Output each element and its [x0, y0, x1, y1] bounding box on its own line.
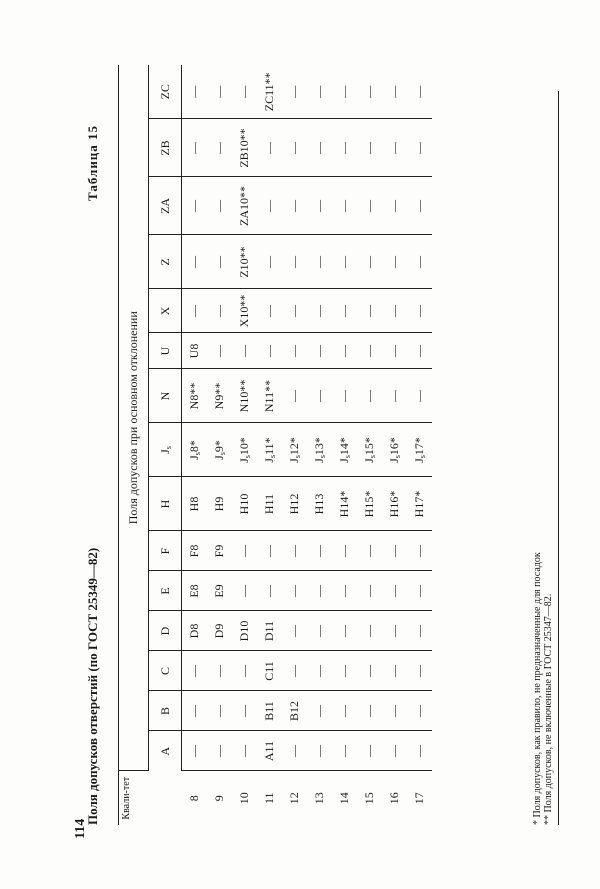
kvalitet-cell: 10 [236, 792, 251, 805]
table-cell: C11 [257, 651, 282, 691]
table-cell: ZC11** [257, 65, 282, 119]
table-cell: — [407, 611, 432, 651]
kvalitet-cell: 9 [211, 795, 226, 802]
table-cell: B11 [257, 691, 282, 731]
table-cell: H17* [407, 477, 432, 531]
table-cell: — [282, 177, 307, 235]
column-header: E [149, 571, 182, 611]
table-cell: — [407, 571, 432, 611]
kvalitet-cell: 14 [336, 792, 351, 805]
table-cell: — [232, 651, 257, 691]
table-cell: — [332, 289, 357, 333]
column-header: N [149, 369, 182, 423]
table-cell: — [307, 289, 332, 333]
table-cell: — [232, 531, 257, 571]
table-cell: H16* [382, 477, 407, 531]
table-cell: — [257, 289, 282, 333]
kvalitet-header: Квали-тет [121, 776, 132, 820]
table-cell: $J_s9*$ [207, 423, 232, 477]
table-cell: — [207, 333, 232, 369]
table-cell: — [332, 235, 357, 289]
table-cell: D9 [207, 611, 232, 651]
table-cell: — [307, 119, 332, 177]
table-cell: — [332, 531, 357, 571]
column-header: Z [149, 235, 182, 289]
column-header: C [149, 651, 182, 691]
table-cell: N9** [207, 369, 232, 423]
table-cell: — [282, 119, 307, 177]
table-title: Поля допусков отверстий (по ГОСТ 25349—82) [85, 547, 100, 825]
table-cell: — [332, 65, 357, 119]
table-cell: — [282, 571, 307, 611]
table-cell: — [382, 571, 407, 611]
table-row [207, 65, 232, 825]
table-cell: — [182, 119, 207, 177]
table-cell: — [282, 289, 307, 333]
table-cell: — [182, 691, 207, 731]
table-cell: — [382, 731, 407, 771]
table-row [407, 65, 432, 825]
table-cell: $J_s12*$ [282, 423, 307, 477]
table-cell: $J_s13*$ [307, 423, 332, 477]
bottom-rule [558, 91, 559, 825]
table-cell: — [182, 651, 207, 691]
table-cell: ZB10** [232, 119, 257, 177]
table-cell: — [282, 611, 307, 651]
column-header: $J_s$ [149, 423, 182, 477]
table-cell: — [357, 235, 382, 289]
table-cell: — [332, 369, 357, 423]
table-cell: — [307, 691, 332, 731]
group-header: Поля допусков при основном отклонении [119, 65, 149, 771]
table-cell: — [207, 65, 232, 119]
table-cell: E8 [182, 571, 207, 611]
table-cell: $J_s8*$ [182, 423, 207, 477]
table-cell: — [332, 177, 357, 235]
table-cell: — [182, 235, 207, 289]
table-cell: H12 [282, 477, 307, 531]
table-cell: E9 [207, 571, 232, 611]
table-cell: — [407, 177, 432, 235]
table-cell: — [357, 691, 382, 731]
table-cell: — [357, 651, 382, 691]
table-cell: — [332, 333, 357, 369]
table-cell: — [307, 65, 332, 119]
table-cell: — [282, 731, 307, 771]
table-cell: — [407, 333, 432, 369]
table-cell: — [407, 235, 432, 289]
table-cell: — [407, 731, 432, 771]
table-cell: — [407, 691, 432, 731]
table-cell: — [407, 289, 432, 333]
table-cell: — [407, 651, 432, 691]
table-cell: — [357, 571, 382, 611]
table-cell: D8 [182, 611, 207, 651]
kvalitet-cell: 15 [361, 792, 376, 805]
table-cell: — [407, 369, 432, 423]
table-cell: A11 [257, 731, 282, 771]
table-cell: $J_s15*$ [357, 423, 382, 477]
table-cell: — [357, 119, 382, 177]
table-cell: H13 [307, 477, 332, 531]
table-cell: — [282, 531, 307, 571]
table-cell: D10 [232, 611, 257, 651]
table-cell: — [382, 65, 407, 119]
column-header: A [149, 731, 182, 771]
column-header: F [149, 531, 182, 571]
kvalitet-cell: 12 [286, 792, 301, 805]
table-cell: — [182, 177, 207, 235]
kvalitet-cell: 8 [186, 795, 201, 802]
table-cell: H8 [182, 477, 207, 531]
table-cell: — [207, 731, 232, 771]
table-cell: U8 [182, 333, 207, 369]
table-cell: — [182, 65, 207, 119]
footnote: * Поля допусков, как правило, не предназначенные для посадок [532, 552, 543, 825]
table-cell: D11 [257, 611, 282, 651]
table-cell: — [332, 691, 357, 731]
table-cell: — [382, 369, 407, 423]
table-cell: F9 [207, 531, 232, 571]
page-number: 114 [73, 818, 88, 839]
table-cell: — [357, 531, 382, 571]
table-cell: — [232, 571, 257, 611]
table-cell: X10** [232, 289, 257, 333]
table-cell: — [382, 651, 407, 691]
column-header: X [149, 289, 182, 333]
table-cell: — [257, 333, 282, 369]
table-cell: ZA10** [232, 177, 257, 235]
table-cell: — [307, 369, 332, 423]
table-row [357, 65, 382, 825]
column-header: H [149, 477, 182, 531]
table-cell: $J_s11*$ [257, 423, 282, 477]
table-cell: — [332, 651, 357, 691]
table-cell: — [332, 731, 357, 771]
footnote: ** Поля допусков, не включенные в ГОСТ 25347—82. [543, 593, 554, 825]
table-cell: — [232, 65, 257, 119]
table-cell: N8** [182, 369, 207, 423]
table-cell: — [232, 691, 257, 731]
column-header: D [149, 611, 182, 651]
kvalitet-cell: 16 [386, 792, 401, 805]
table-cell: — [357, 177, 382, 235]
table-cell: — [207, 119, 232, 177]
table-cell: — [207, 691, 232, 731]
table-cell: — [282, 369, 307, 423]
table-cell: — [357, 333, 382, 369]
table-label: Таблица 15 [85, 124, 100, 201]
table-cell: — [257, 571, 282, 611]
table-cell: — [207, 177, 232, 235]
table-cell: — [307, 531, 332, 571]
table-cell: — [207, 235, 232, 289]
table-cell: H11 [257, 477, 282, 531]
footnotes [532, 552, 554, 825]
table-cell: — [307, 333, 332, 369]
table-cell: — [282, 235, 307, 289]
table-cell: — [307, 571, 332, 611]
table-cell: — [407, 531, 432, 571]
table-cell: — [382, 177, 407, 235]
table-cell: — [307, 235, 332, 289]
table-cell: H14* [332, 477, 357, 531]
table-cell: — [382, 235, 407, 289]
table-cell: — [357, 731, 382, 771]
table-cell: — [282, 65, 307, 119]
table-row [382, 65, 407, 825]
table-cell: — [332, 611, 357, 651]
table-cell: $J_s16*$ [382, 423, 407, 477]
table-row [182, 65, 207, 825]
table-cell: — [257, 177, 282, 235]
table-cell: — [407, 119, 432, 177]
table-row [307, 65, 332, 825]
table-cell: — [257, 119, 282, 177]
table-row [257, 65, 282, 825]
column-header: ZB [149, 119, 182, 177]
table-cell: F8 [182, 531, 207, 571]
table-cell: — [182, 731, 207, 771]
table-cell: B12 [282, 691, 307, 731]
kvalitet-cell: 13 [311, 792, 326, 805]
column-header: U [149, 333, 182, 369]
table-cell: — [407, 65, 432, 119]
table-row [332, 65, 357, 825]
table-cell: — [307, 651, 332, 691]
table-cell: Z10** [232, 235, 257, 289]
column-header: B [149, 691, 182, 731]
table-cell: — [257, 235, 282, 289]
table-cell: — [207, 651, 232, 691]
table-row [232, 65, 257, 825]
table-cell: — [282, 651, 307, 691]
table-cell: — [307, 731, 332, 771]
rotated-page [73, 65, 554, 839]
table-cell: — [382, 691, 407, 731]
table-cell: — [382, 119, 407, 177]
table-cell: — [382, 289, 407, 333]
table-cell: — [282, 333, 307, 369]
table-cell: — [232, 333, 257, 369]
table-cell: — [382, 333, 407, 369]
table-cell: — [207, 289, 232, 333]
kvalitet-cell: 17 [411, 792, 426, 805]
table-cell: — [232, 731, 257, 771]
table-cell: — [332, 571, 357, 611]
table-cell: — [357, 369, 382, 423]
table-cell: N11** [257, 369, 282, 423]
table-cell: H10 [232, 477, 257, 531]
table-cell: — [182, 289, 207, 333]
tolerance-table [118, 65, 432, 825]
table-cell: $J_s10*$ [232, 423, 257, 477]
table-cell: — [357, 65, 382, 119]
kvalitet-cell: 11 [261, 792, 276, 805]
column-header: ZA [149, 177, 182, 235]
table-cell: H9 [207, 477, 232, 531]
table-row [282, 65, 307, 825]
table-cell: — [307, 611, 332, 651]
table-cell: — [382, 531, 407, 571]
table-cell: — [257, 531, 282, 571]
table-cell: $J_s17*$ [407, 423, 432, 477]
column-header: ZC [149, 65, 182, 119]
table-cell: H15* [357, 477, 382, 531]
table-cell: N10** [232, 369, 257, 423]
table-cell: — [357, 611, 382, 651]
table-cell: — [332, 119, 357, 177]
table-cell: — [357, 289, 382, 333]
table-cell: $J_s14*$ [332, 423, 357, 477]
table-cell: — [382, 611, 407, 651]
table-cell: — [307, 177, 332, 235]
